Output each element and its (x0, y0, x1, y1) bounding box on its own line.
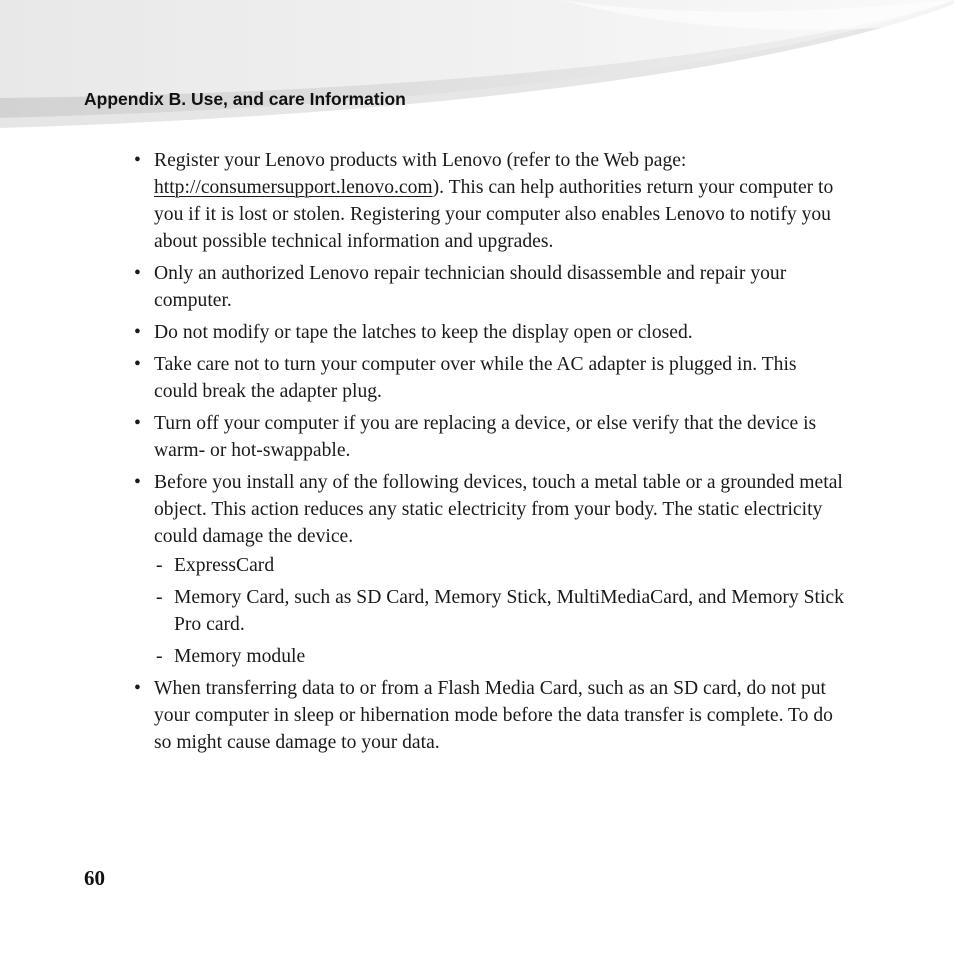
list-item: • Turn off your computer if you are replacing a device, or else verify that the device is warm- or hot-swappable. (154, 410, 844, 464)
sub-list-item: - ExpressCard (174, 552, 844, 579)
sub-list-item: - Memory Card, such as SD Card, Memory Stick, MultiMediaCard, and Memory Stick Pro card. (174, 584, 844, 638)
list-item (154, 469, 844, 670)
list-item: • Do not modify or tape the latches to keep the display open or closed. (154, 319, 844, 346)
list-item: • Only an authorized Lenovo repair technician should disassemble and repair your computer. (154, 260, 844, 314)
web-link[interactable]: http://consumersupport.lenovo.com (154, 177, 433, 198)
bullet-text: Before you install any of the following devices, touch a metal table or a grounded metal object. This action reduces any static electricity from your body. The static electricity could damage the device. (154, 472, 843, 547)
bullet-text: Register your Lenovo products with Lenovo (refer to the Web page: (154, 150, 687, 171)
sub-list (154, 552, 844, 670)
bullet-list (154, 147, 844, 756)
page-header-title: Appendix B. Use, and care Information (84, 89, 406, 109)
bullet-text: ). This can help authorities return your computer to you if it is lost or stolen. Registering your computer also enables Lenovo to notify you about possible technical information and upgrades. (154, 177, 834, 252)
page-number: 60 (84, 866, 105, 890)
list-item: • When transferring data to or from a Flash Media Card, such as an SD card, do not put your computer in sleep or hibernation mode before the data transfer is complete. To do so might cause damage to your data. (154, 675, 844, 756)
document-body (154, 147, 844, 761)
header-decoration (0, 0, 954, 135)
list-item (154, 147, 844, 255)
list-item: • Take care not to turn your computer over while the AC adapter is plugged in. This could break the adapter plug. (154, 351, 844, 405)
sub-list-item: - Memory module (174, 643, 844, 670)
